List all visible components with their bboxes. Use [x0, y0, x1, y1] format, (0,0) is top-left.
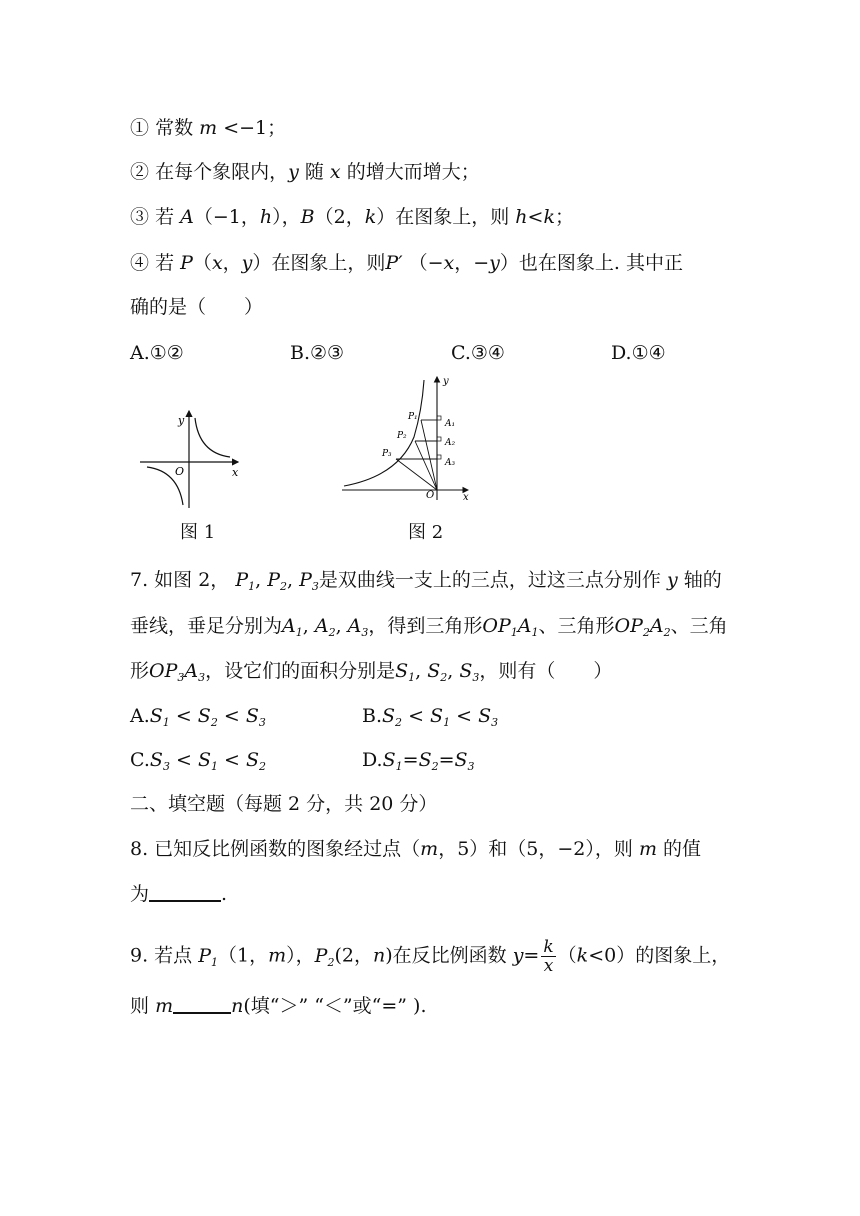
q7-line-3: 形$OP_3A_3$，设它们的面积分别是$S_1$, $S_2$, $S_3$，则有（ ）	[130, 660, 613, 684]
fig2-x-label: x	[463, 492, 469, 503]
q7-option-b: $B.S_2 < S_1 < S_3$	[362, 705, 499, 729]
fig2-right-angle-2	[437, 437, 441, 441]
fig2-curve	[344, 380, 424, 486]
q9-answer-blank[interactable]	[173, 994, 231, 1014]
q9-line-1: 9. 若点 $P_1(1$，m），$P_2(2$，n)在反比例函数 y= $\frac{k}{x}$ （k<0）的图象上，	[130, 937, 731, 976]
fig1-curve-q1	[195, 418, 230, 457]
fig2-label-p3: P₃	[382, 449, 392, 459]
fraction-k-over-x: $\frac{k}{x}$	[543, 937, 554, 976]
fig2-label-a2: A₂	[445, 438, 456, 448]
figure-1-graph	[135, 405, 250, 515]
fig2-label-a3: A₃	[445, 458, 456, 468]
fig2-label-p1: P₁	[408, 412, 418, 422]
fig2-label-p2: P₂	[397, 431, 407, 441]
statement-3: ③ 若 A（−1，h），B（2，k）在图象上，则 h<k；	[130, 206, 574, 228]
figure-2-caption: 图 2	[408, 522, 444, 543]
q8-line-1: 8. 已知反比例函数的图象经过点（m，5）和（5，−2），则 m 的值	[130, 838, 702, 860]
q7-option-d: $D.S_1=S_2=S_3$	[362, 749, 475, 773]
fig2-right-angle-1	[437, 416, 441, 420]
q6-tail: 确的是（ ）	[130, 296, 264, 318]
q6-option-a: A.①②	[130, 342, 184, 364]
section-2-heading: 二、填空题（每题 2 分，共 20 分）	[130, 793, 438, 815]
fig2-origin-label: O	[426, 490, 435, 501]
q9-line-2: 则 m n(填“＞” “＜”或“=” ).	[130, 995, 427, 1017]
figure-1-caption: 图 1	[180, 522, 216, 543]
fig1-x-label: x	[232, 466, 239, 479]
statement-4: ④ 若 P（x，y）在图象上，则P′ （−x，−y）也在图象上. 其中正	[130, 252, 683, 274]
q7-option-c: $C.S_3 < S_1 < S_2$	[130, 749, 266, 773]
fig1-y-label: y	[178, 414, 185, 427]
statement-1: ① 常数 m <−1；	[130, 117, 287, 139]
q7-option-a: $A.S_1 < S_2 < S_3$	[130, 705, 266, 729]
q6-option-b: B.②③	[290, 342, 345, 364]
q7-line-1: 7. 如图 2， $P_1$, $P_2$, $P_3$是双曲线一支上的三点，过这三点分别作 y 轴的	[130, 569, 722, 593]
fig1-origin-label: O	[175, 465, 185, 478]
q8-answer-blank[interactable]	[149, 882, 221, 902]
fig2-label-a1: A₁	[445, 419, 456, 429]
fig2-op2	[415, 441, 437, 490]
q8-line-2: 为 .	[130, 883, 228, 905]
figure-2-graph	[340, 372, 475, 504]
fig2-y-label: y	[443, 376, 449, 387]
statement-2: ② 在每个象限内，y 随 x 的增大而增大；	[130, 161, 480, 183]
fig2-right-angle-3	[437, 455, 441, 459]
q6-option-d: D.①④	[611, 342, 666, 364]
q7-line-2: 垂线，垂足分别为$A_1$, $A_2$, $A_3$，得到三角形$OP_1A_1$、三角形$OP_2A_2$、三角	[130, 615, 728, 639]
q6-option-c: C.③④	[451, 342, 505, 364]
